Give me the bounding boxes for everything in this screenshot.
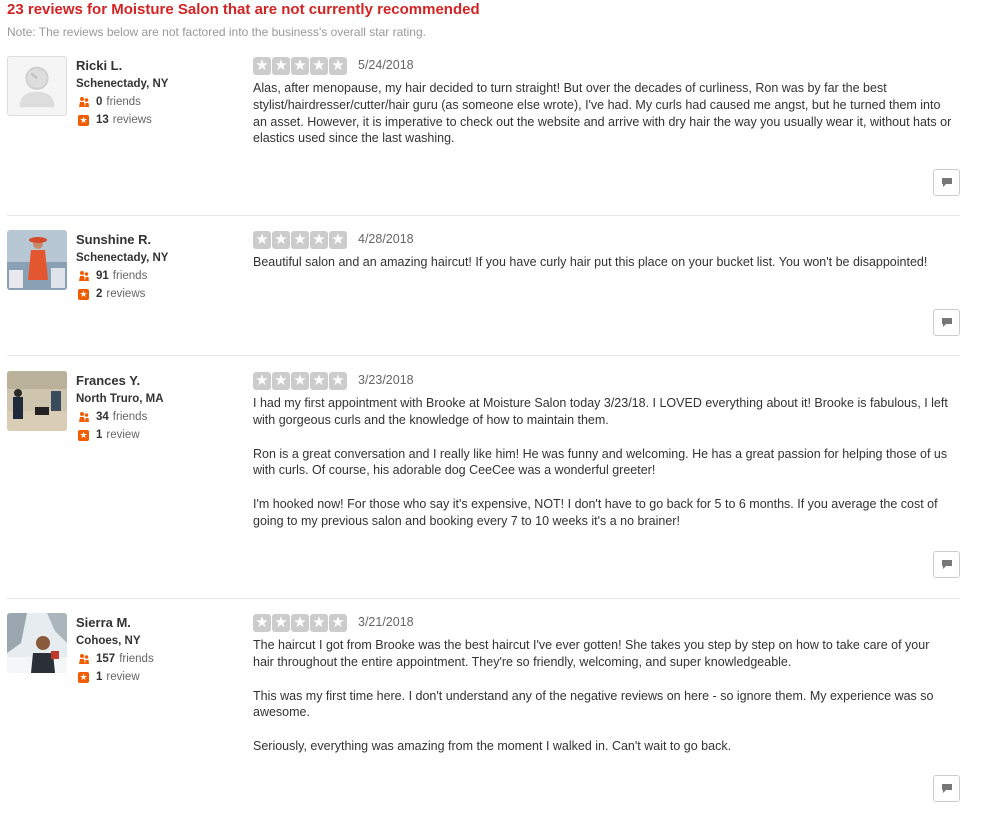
star-icon: ★ xyxy=(310,57,328,75)
star-icon: ★ xyxy=(310,372,328,390)
star-icon: ★ xyxy=(272,57,290,75)
user-photo xyxy=(7,613,67,673)
user-photo xyxy=(7,371,67,431)
review-text: Alas, after menopause, my hair decided to turn straight! But over the decades of curliness, Ron was by far the best stylist/hairdresser/cutter/hair guru (as someone else wrote), I've had. My curls had caused me angst, but he turned them into an asset. However, it is imperative to check out the website and arrive with dry hair the way you usually wear it, without hats or elastics used since the last washing. xyxy=(253,81,952,146)
user-location: Cohoes, NY xyxy=(76,635,141,647)
comment-button[interactable] xyxy=(933,309,960,336)
review-text: The haircut I got from Brooke was the best haircut I've ever gotten! She takes you step by step on how to take care of your hair throughout the entire appointment. They're so friendly, welcoming, and super knowledgeable. This was my first time here. I don't understand any of the negative reviews on here - so ignore them. My experience was so awesome. Seriously, everything was amazing from the moment I walked in. Can't wait to go back. xyxy=(253,638,934,754)
friends-count: 157 friends xyxy=(78,653,154,665)
comment-button[interactable] xyxy=(933,551,960,578)
speech-bubble-icon xyxy=(941,783,953,794)
review-date: 5/24/2018 xyxy=(358,58,414,72)
user-name[interactable]: Sunshine R. xyxy=(76,232,152,247)
star-icon: ★ xyxy=(329,614,347,632)
friends-icon xyxy=(78,96,90,108)
page-title: 23 reviews for Moisture Salon that are not currently recommended xyxy=(7,1,480,18)
review-star-icon: ★ xyxy=(79,429,88,440)
friends-icon xyxy=(78,411,90,423)
star-icon: ★ xyxy=(291,614,309,632)
review-date: 3/21/2018 xyxy=(358,615,414,629)
star-icon: ★ xyxy=(291,231,309,249)
speech-bubble-icon xyxy=(941,317,953,328)
user-location: Schenectady, NY xyxy=(76,78,169,90)
star-icon: ★ xyxy=(291,57,309,75)
star-icon: ★ xyxy=(253,614,271,632)
review-star-icon: ★ xyxy=(79,114,88,125)
user-name[interactable]: Frances Y. xyxy=(76,373,141,388)
star-icon: ★ xyxy=(310,231,328,249)
review-date: 4/28/2018 xyxy=(358,232,414,246)
user-photo xyxy=(7,230,67,290)
review-item xyxy=(7,230,960,356)
friends-icon xyxy=(78,270,90,282)
user-location: North Truro, MA xyxy=(76,393,164,405)
star-icon: ★ xyxy=(272,231,290,249)
avatar[interactable] xyxy=(7,56,67,116)
star-rating xyxy=(253,231,347,249)
review-star-icon: ★ xyxy=(79,671,88,682)
comment-button[interactable] xyxy=(933,775,960,802)
review-date: 3/23/2018 xyxy=(358,373,414,387)
reviews-count: ★ 13 reviews xyxy=(79,114,152,126)
star-icon: ★ xyxy=(272,614,290,632)
friends-icon xyxy=(78,653,90,665)
review-text: I had my first appointment with Brooke at Moisture Salon today 3/23/18. I LOVED everything about it! Brooke is fabulous, I left with gorgeous curls and the knowledge of how to maintain them. Ron is a great conversation and I really like him! He was funny and welcoming. He has a great passion for helping those of us with curls. Of course, his adorable dog CeeCee was a wonderful greeter! I'm hooked now! For those who say it's expensive, NOT! I don't have to go back for 5 to 6 months. If you average the cost of going to my previous salon and booking every 7 to 10 weeks it's a no brainer! xyxy=(253,396,948,528)
friends-count: 91 friends xyxy=(78,270,147,282)
review-star-icon: ★ xyxy=(79,288,88,299)
star-icon: ★ xyxy=(329,372,347,390)
star-icon: ★ xyxy=(253,231,271,249)
avatar[interactable] xyxy=(7,230,67,290)
reviews-count: ★ 1 review xyxy=(79,671,140,683)
review-item xyxy=(7,56,960,216)
star-icon: ★ xyxy=(329,231,347,249)
speech-bubble-icon xyxy=(941,559,953,570)
review-item xyxy=(7,613,960,813)
default-avatar-icon xyxy=(8,57,66,115)
star-icon: ★ xyxy=(291,372,309,390)
review-text: Beautiful salon and an amazing haircut! If you have curly hair put this place on your bucket list. You won't be disappointed! xyxy=(253,255,928,269)
rating-note: Note: The reviews below are not factored into the business's overall star rating. xyxy=(7,25,426,39)
comment-button[interactable] xyxy=(933,169,960,196)
star-icon: ★ xyxy=(329,57,347,75)
star-rating xyxy=(253,57,347,75)
star-icon: ★ xyxy=(253,372,271,390)
star-icon: ★ xyxy=(272,372,290,390)
user-location: Schenectady, NY xyxy=(76,252,169,264)
user-name[interactable]: Sierra M. xyxy=(76,615,131,630)
reviews-count: ★ 2 reviews xyxy=(79,288,146,300)
friends-count: 0 friends xyxy=(78,96,141,108)
friends-count: 34 friends xyxy=(78,411,147,423)
star-icon: ★ xyxy=(310,614,328,632)
review-item xyxy=(7,371,960,599)
speech-bubble-icon xyxy=(941,177,953,188)
star-rating xyxy=(253,372,347,390)
reviews-count: ★ 1 review xyxy=(79,429,140,441)
star-rating xyxy=(253,614,347,632)
star-icon: ★ xyxy=(253,57,271,75)
avatar[interactable] xyxy=(7,371,67,431)
avatar[interactable] xyxy=(7,613,67,673)
user-name[interactable]: Ricki L. xyxy=(76,58,123,73)
